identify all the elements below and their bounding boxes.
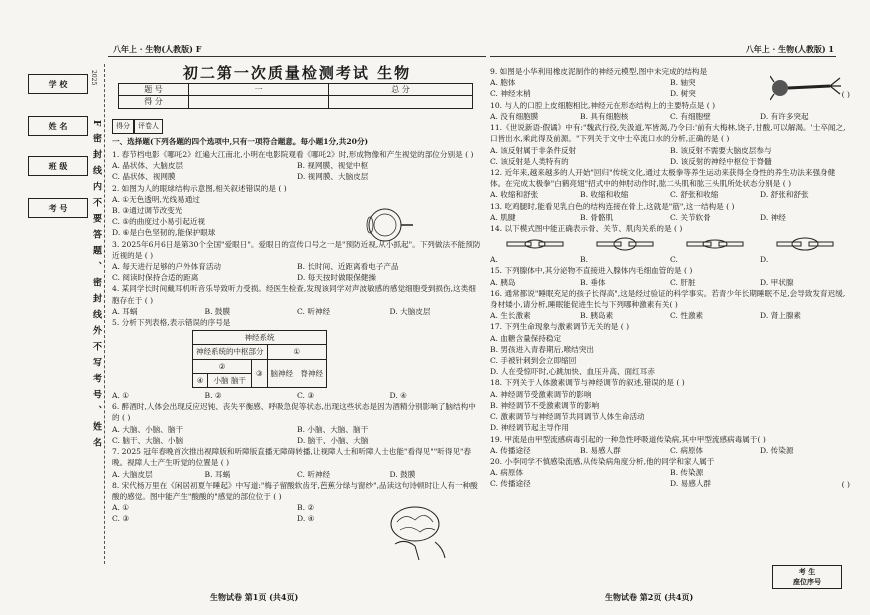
- question-stem: 6. 醉酒时,人体会出现反应迟钝、丧失平衡感、呼吸急促等状态,出现这些状态是因为酒精分别影响了脑结构中的 ( ): [112, 402, 476, 423]
- answer-option[interactable]: C. ⑤的曲度过小易引起近视: [112, 217, 206, 227]
- class-label: 班 级: [28, 156, 88, 176]
- score-cell[interactable]: [189, 96, 329, 108]
- seal-line-text: F密封线内不要答题、密封线外不写考号、姓名: [91, 120, 101, 454]
- answer-option[interactable]: C. 该反射是人类特有的: [490, 156, 569, 166]
- answer-option[interactable]: D. ④: [297, 514, 315, 524]
- answer-options: [490, 467, 850, 489]
- answer-options: [490, 310, 850, 321]
- answer-option[interactable]: D. 该反射的神经中枢位于脊髓: [670, 156, 772, 166]
- answer-option[interactable]: C. 传播途径: [490, 479, 531, 489]
- answer-paren: ( ): [841, 479, 850, 489]
- answer-option[interactable]: B. ③通过调节改变光: [112, 206, 183, 216]
- answer-option[interactable]: B. 耳蜗: [204, 469, 231, 479]
- seat-label-2: 座位序号: [793, 577, 821, 586]
- neuron-model-icon: [770, 72, 842, 104]
- answer-option[interactable]: B. 鼓膜: [204, 306, 231, 316]
- answer-paren: ( ): [841, 89, 850, 99]
- answer-option[interactable]: C. 晶状体、视网膜: [112, 172, 176, 182]
- answer-option[interactable]: C. 听神经: [297, 469, 331, 479]
- ns-cell: ③: [252, 359, 267, 387]
- question-stem: 9. 如图是小华利用橡皮泥制作的神经元模型,图中未完成的结构是: [490, 67, 708, 76]
- question-stem: 1. 春节档电影《哪吒2》红遍大江南北,小明在电影院观看《哪吒2》时,形成物像和产生视觉的部位分别是 ( ): [112, 150, 474, 160]
- seat-number-box[interactable]: [772, 565, 842, 589]
- answer-options: [490, 254, 850, 265]
- score-cell[interactable]: [329, 96, 473, 108]
- answer-option[interactable]: D. 脑干、小脑、大脑: [297, 435, 369, 445]
- eye-diagram-icon: [355, 205, 415, 245]
- answer-option[interactable]: B. 具有细胞核: [580, 112, 629, 122]
- exam-title: 初二第一次质量检测考试 生物: [182, 64, 412, 82]
- answer-option[interactable]: B. 小脑、大脑、脑干: [297, 424, 369, 434]
- question-stem: 8. 宋代杨万里在《闲居初夏午睡起》中写道:"梅子留酸软齿牙,芭蕉分绿与窗纱",品读这句诗顿时让人有一种酸酸的感觉。图中能产生"酸酸的"感觉的部位位于 ( ): [112, 480, 478, 501]
- answer-option[interactable]: D. 树突: [670, 89, 696, 99]
- ns-spinal: 脊神经: [300, 368, 323, 378]
- answer-option[interactable]: A. 大脑皮层: [112, 469, 153, 479]
- question-stem: 11.《世说新语·假谲》中有:"魏武行役,失汲道,军皆渴,乃令曰:'前有大梅林,饶子,甘酸,可以解渴。'士卒闻之,口皆出水,乘此得及前源。"下列关于文中士卒流口水的分析,正确的是 ( ): [490, 123, 846, 144]
- answer-option[interactable]: D. 大脑皮层: [389, 306, 431, 316]
- question-stem: 3. 2025年6月6日是第30个全国"爱眼日"。爱眼日的宣传口号之一是"预防近视,从小抓起"。下列做法不能预防近视的是 ( ): [112, 239, 481, 260]
- answer-option[interactable]: C. 手被针刺到会立即缩回: [490, 356, 577, 366]
- bone-joint-icon: [775, 235, 835, 253]
- grader-label: 评卷人: [134, 119, 163, 134]
- question-stem: 12. 近年来,越来越多的人开始"回归"传统文化,通过太极拳等养生运动来获得全身性的养生功法来强身健体。在完成太极拳"白鹤亮翅"招式中的伸肘动作时,肱二头肌和肱三头肌所处状态分别是 ( ): [490, 168, 836, 189]
- ns-cell: [267, 359, 327, 387]
- answer-option[interactable]: D. 易感人群: [670, 479, 712, 489]
- nervous-system-table: [192, 330, 327, 388]
- question-stem: 2. 如图为人的眼球结构示意图,相关叙述错误的是 ( ): [112, 183, 287, 193]
- answer-option[interactable]: D. 甲状腺: [760, 277, 794, 287]
- question-stem: 16. 通常都说"睡眠充足的孩子长得高",这是经过验证的科学事实。若青少年长期睡眠不足,会导致发育迟缓,身材矮小,请分析,睡眠能促进生长与下列哪种激素有关( ): [490, 288, 846, 310]
- school-label: 学 校: [28, 74, 88, 94]
- grader-box: [112, 119, 482, 134]
- page-1: [112, 64, 482, 525]
- answer-options: [490, 277, 850, 288]
- answer-option[interactable]: B. 骨骼肌: [580, 212, 614, 222]
- answer-option[interactable]: D. 肾上腺素: [760, 311, 802, 321]
- answer-option[interactable]: C. 阅读时保持合适的距离: [112, 273, 199, 283]
- answer-option[interactable]: B. 视网膜、视觉中枢: [297, 161, 369, 171]
- answer-option[interactable]: A. 肌腱: [490, 212, 516, 222]
- answer-option[interactable]: C. 性激素: [670, 311, 704, 321]
- answer-option[interactable]: B. 传染源: [670, 468, 704, 478]
- question-list-right: [490, 66, 850, 490]
- answer-option[interactable]: D. 神经: [760, 212, 786, 222]
- answer-option[interactable]: B. ②: [297, 503, 315, 513]
- score-cell: 题 号: [119, 84, 189, 96]
- answer-options: [490, 145, 850, 167]
- question-stem: 10. 与人的口腔上皮细胞相比,神经元在形态结构上的主要特点是 ( ): [490, 100, 716, 110]
- ns-cerebellum: 小脑: [213, 375, 229, 385]
- answer-option[interactable]: D. 视网膜、大脑皮层: [297, 172, 369, 182]
- answer-option[interactable]: A. 每天进行足够的户外体育活动: [112, 262, 222, 272]
- question-list: [112, 149, 482, 328]
- score-table: [118, 83, 473, 108]
- answer-option[interactable]: B.: [580, 255, 588, 265]
- answer-option[interactable]: A. 神经调节受激素调节的影响: [490, 389, 592, 399]
- answer-option[interactable]: A. 胰岛: [490, 277, 516, 287]
- question-stem: 7. 2025 冠年春晚首次推出视障版和听障版直播无障碍转播,让视障人士和听障人士也能"看得见""听得见"春晚。视障人士产生听觉的位置是 ( ): [112, 447, 472, 468]
- answer-option[interactable]: B. 该反射不需要大脑皮层参与: [670, 145, 772, 155]
- ns-cranial: 脑神经: [270, 368, 293, 378]
- answer-option[interactable]: C. 舒张和收缩: [670, 190, 719, 200]
- vertical-year: 2025: [90, 70, 97, 86]
- answer-option[interactable]: D.: [760, 255, 769, 265]
- answer-option[interactable]: B. 胰岛素: [580, 311, 614, 321]
- answer-option[interactable]: A. 晶状体、大脑皮层: [112, 161, 184, 171]
- answer-option[interactable]: A. ①: [112, 503, 130, 513]
- footer-left: 生物试卷 第1页 (共4页): [210, 592, 299, 602]
- question-stem: 4. 某同学长时间戴耳机听音乐导致听力受损。经医生检查,发现该同学对声波敏感的感觉细胞受到损伤,这类细胞存在于 ( ): [112, 284, 476, 305]
- answer-option[interactable]: C. 肝脏: [670, 277, 696, 287]
- answer-option[interactable]: A. 耳蜗: [112, 306, 138, 316]
- answer-option[interactable]: D. ⑥是白色坚韧的,能保护眼球: [112, 228, 216, 238]
- name-label: 姓 名: [28, 116, 88, 136]
- answer-option[interactable]: C. 神经末梢: [490, 89, 531, 99]
- answer-option[interactable]: D. 神经调节起主导作用: [490, 423, 569, 433]
- page-2: [490, 66, 850, 490]
- answer-option[interactable]: D. 传染源: [760, 445, 794, 455]
- answer-option[interactable]: D. 鼓膜: [389, 469, 416, 479]
- answer-option[interactable]: C. ③: [112, 514, 130, 524]
- answer-option[interactable]: D. ④: [389, 391, 407, 401]
- answer-option[interactable]: A. 病原体: [490, 468, 524, 478]
- answer-options: [112, 261, 482, 283]
- answer-option[interactable]: C. 听神经: [297, 306, 331, 316]
- answer-options: [112, 424, 482, 446]
- bone-joint-icon: [685, 235, 745, 253]
- student-info-strip: [28, 70, 88, 550]
- answer-option[interactable]: A. 该反射属于非条件反射: [490, 145, 577, 155]
- answer-option[interactable]: D. 舒张和舒张: [760, 190, 809, 200]
- question-stem: 13. 吃鸡腿时,能看见乳白色的结构连接在骨上,这就是"筋",这一结构是 ( ): [490, 201, 735, 211]
- bone-joint-icon: [595, 235, 655, 253]
- question-stem: 14. 以下模式图中能正确表示骨、关节、肌肉关系的是 ( ): [490, 224, 683, 234]
- header-rule-left: [108, 56, 486, 57]
- answer-option[interactable]: C. 病原体: [670, 445, 704, 455]
- answer-options: [490, 212, 850, 223]
- score-cell: 得 分: [119, 96, 189, 108]
- answer-options: [490, 189, 850, 200]
- answer-option[interactable]: B. ②: [204, 391, 222, 401]
- answer-option[interactable]: B. 长时间、近距离看电子产品: [297, 262, 399, 272]
- grader-score-label: 得分: [112, 119, 134, 134]
- question-stem: 19. 甲流是由甲型流感病毒引起的一种急性呼吸道传染病,其中甲型流感病毒属于( ): [490, 434, 766, 444]
- answer-options: [112, 160, 482, 182]
- answer-option[interactable]: D. 每天按时做眼保健操: [297, 273, 376, 283]
- ns-brainstem: 脑干: [230, 375, 246, 385]
- ns-cell: ②: [193, 359, 252, 373]
- answer-options: [112, 469, 482, 480]
- score-cell: 一: [189, 84, 329, 96]
- answer-option[interactable]: B. 男孩进入青春期后,喉结突出: [490, 344, 594, 354]
- ns-peripheral: ①: [267, 345, 327, 359]
- ns-central: 神经系统的中枢部分: [193, 345, 268, 359]
- brain-diagram-icon: [385, 502, 460, 562]
- answer-options: [490, 389, 850, 434]
- seal-dashed-line: [104, 64, 105, 564]
- answer-option[interactable]: A. ①无色透明,光线易通过: [112, 194, 200, 204]
- seat-label-1: 考 生: [798, 567, 816, 576]
- exam-number-label: 考 号: [28, 198, 88, 218]
- bone-joint-icon: [505, 235, 565, 253]
- answer-option[interactable]: A. 收缩和舒张: [490, 190, 539, 200]
- answer-option[interactable]: A. ①: [112, 391, 130, 401]
- answer-option[interactable]: C. 脑干、大脑、小脑: [112, 435, 184, 445]
- ns-cell: ④: [193, 373, 208, 387]
- answer-option[interactable]: B. 易感人群: [580, 445, 621, 455]
- answer-option[interactable]: A. 传播途径: [490, 445, 531, 455]
- answer-options: [112, 194, 482, 239]
- footer-right: 生物试卷 第2页 (共4页): [605, 592, 694, 602]
- joint-diagrams: [490, 234, 850, 254]
- ns-title: 神经系统: [193, 331, 327, 345]
- answer-option[interactable]: A. 大脑、小脑、脑干: [112, 424, 184, 434]
- answer-option[interactable]: B. 收缩和收缩: [580, 190, 629, 200]
- answer-option[interactable]: A. 生长激素: [490, 311, 531, 321]
- answer-option[interactable]: C. 激素调节与神经调节共同调节人体生命活动: [490, 412, 645, 422]
- answer-option[interactable]: A. 血糖含量保持稳定: [490, 333, 562, 343]
- answer-options: [112, 306, 482, 317]
- answer-option[interactable]: B. 轴突: [670, 78, 696, 88]
- question-stem: 17. 下列生命现象与激素调节无关的是 ( ): [490, 322, 630, 332]
- question-stem: 18. 下列关于人体激素调节与神经调节的叙述,错误的是 ( ): [490, 378, 685, 388]
- ns-cell: [208, 373, 252, 387]
- answer-option[interactable]: C. 关节软骨: [670, 212, 711, 222]
- answer-option[interactable]: B. 垂体: [580, 277, 606, 287]
- answer-options: [490, 445, 850, 456]
- answer-option[interactable]: D. 人在受惊吓时,心跳加快、血压升高、面红耳赤: [490, 367, 655, 377]
- question-stem: 5. 分析下列表格,表示错误的序号是: [112, 318, 231, 328]
- section-heading: 一、选择题(下列各题的四个选项中,只有一项符合题意。每小题1分,共20分): [112, 136, 369, 146]
- answer-options: [490, 111, 850, 122]
- answer-option[interactable]: C. ③: [297, 391, 315, 401]
- answer-option[interactable]: B. 神经调节不受激素调节的影响: [490, 400, 600, 410]
- answer-option[interactable]: C. 有细胞壁: [670, 112, 711, 122]
- question-stem: 20. 小李同学不慎感染流感,从传染病角度分析,他的同学和家人属于: [490, 456, 715, 466]
- header-right: 八年上 · 生物(人教版) 1: [745, 44, 834, 54]
- answer-options: [490, 333, 850, 378]
- answer-option[interactable]: A. 没有细胞膜: [490, 112, 539, 122]
- question-stem: 15. 下列腺体中,其分泌物不直接进入腺体内毛细血管的是 ( ): [490, 266, 693, 276]
- answer-option[interactable]: C.: [670, 255, 678, 265]
- answer-option[interactable]: A.: [490, 255, 498, 265]
- answer-option[interactable]: A. 胞体: [490, 78, 516, 88]
- header-rule-right: [490, 56, 836, 57]
- score-cell: 总 分: [329, 84, 473, 96]
- header-left: 八年上 · 生物(人教版) F: [113, 44, 202, 54]
- answer-options: [112, 390, 482, 401]
- answer-option[interactable]: D. 有许多突起: [760, 112, 809, 122]
